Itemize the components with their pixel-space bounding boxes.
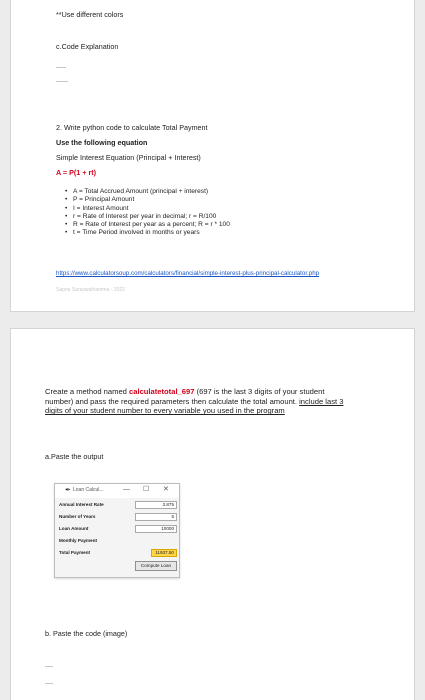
use-colors-note: **Use different colors [56,10,124,19]
use-equation-label: Use the following equation [56,138,148,147]
instruction-underlined: include last 3 digits of your student number to every variable you used in the program [45,396,344,416]
list-item: • P = Principal Amount [65,196,230,204]
list-item: • R = Rate of Interest per year as a percent; R = r * 100 [65,221,230,229]
total-payment-label: Total Payment [59,550,91,555]
loan-amount-label: Loan Amount [59,526,89,531]
paste-output-heading: a.Paste the output [45,452,104,461]
instruction-text: (697 is the last 3 digits of your student number) and pass the required parameters then calculate the total amount. [45,387,325,406]
list-item: • r = Rate of Interest per year in decimal; r = R/100 [65,213,230,221]
loan-calculator-window [54,483,180,578]
minimize-icon[interactable]: — [123,486,130,493]
instruction-text: Create a method named [45,387,130,396]
equation-name: Simple Interest Equation (Principal + Interest) [56,153,201,162]
placeholder-dots: ..... [56,61,66,70]
list-item: • A = Total Accrued Amount (principal + interest) [65,188,230,196]
years-field[interactable]: 5 [135,513,177,521]
placeholder-dots: .... [45,677,53,686]
years-label: Number of Years [59,514,96,519]
placeholder-dots: .... [45,660,53,669]
feather-icon: ✒ [65,487,71,494]
loan-amount-field[interactable]: 10000 [135,525,177,533]
reference-link[interactable]: https://www.calculatorsoup.com/calculators/financial/simple-interest-plus-principal-calculator.php [56,270,320,277]
method-name: calculatetotal_697 [129,387,195,396]
compute-loan-button[interactable]: Compute Loan [135,561,177,571]
variable-definitions [65,188,230,238]
watermark-credit: Sapna Saraswathamma - 2022 [56,287,125,293]
window-title: Loan Calcul... [73,487,104,493]
code-explanation-heading: c.Code Explanation [56,42,119,51]
maximize-icon[interactable]: ☐ [143,486,150,493]
annual-rate-label: Annual Interest Rate [59,502,104,507]
total-payment-field: 11937.50 [151,549,177,557]
list-item: • t = Time Period involved in months or years [65,229,230,237]
question-card-top [10,0,415,312]
annual-rate-field[interactable]: 3.875 [135,501,177,509]
monthly-payment-label: Monthly Payment [59,538,98,543]
paste-code-heading: b. Paste the code (image) [45,629,128,638]
window-titlebar [55,484,179,498]
placeholder-dots: ...... [56,75,68,84]
instruction-paragraph [45,387,345,416]
question-2-title: 2. Write python code to calculate Total Payment [56,123,208,132]
close-icon[interactable]: ✕ [163,486,169,493]
formula: A = P(1 + rt) [56,168,97,177]
list-item: • I = Interest Amount [65,205,230,213]
